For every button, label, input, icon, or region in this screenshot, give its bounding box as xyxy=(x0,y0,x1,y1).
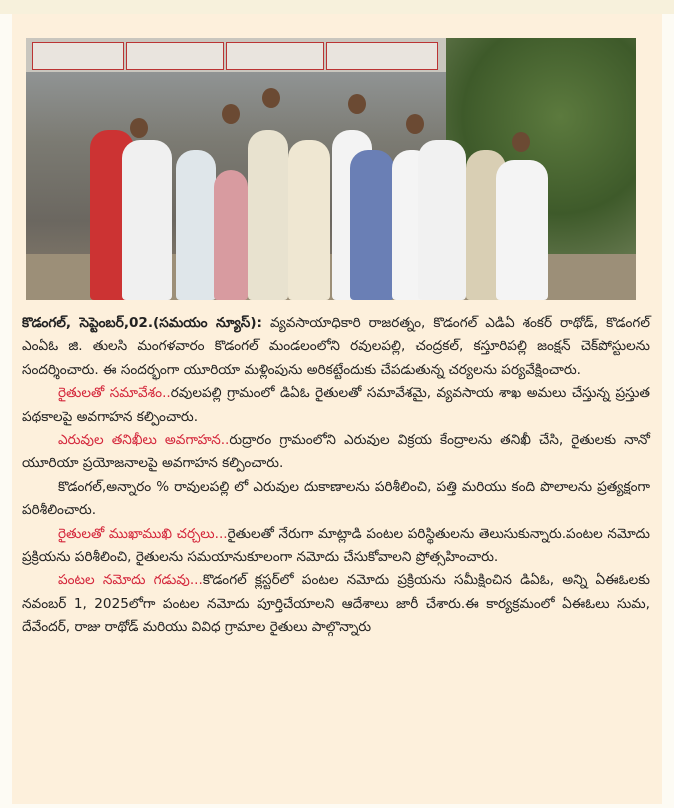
person-head xyxy=(262,88,280,108)
dateline: కొడంగల్, సెప్టెంబర్,02.(సమయం న్యూస్): xyxy=(22,315,262,331)
section-paragraph xyxy=(22,569,650,639)
person xyxy=(214,170,248,300)
section-text: కొడంగల్,అన్నారం % రావులపల్లి లో ఎరువుల దుకాణాలను పరిశీలించి, పత్తి మరియు కంది పొలాలను ప్రత్యక్షంగా పరిశీలించారు. xyxy=(22,478,650,519)
section-paragraph xyxy=(22,382,650,429)
person xyxy=(122,140,172,300)
shop-banner xyxy=(226,42,324,70)
section-text: రుద్రారం గ్రామంలోని ఎరువుల విక్రయ కేంద్రాలను తనిఖీ చేసి, రైతులకు నానో యూరియా ప్రయోజనాలపై అవగాహన కల్పించారు. xyxy=(22,432,650,472)
section-heading: ఎరువుల తనిఖీలు అవగాహన.. xyxy=(58,432,230,449)
section-text: కొడంగల్ క్లస్టర్‌లో పంటల నమోదు ప్రక్రియను సమీక్షించిన డిఏఓ, అన్ని ఏఈఓలకు నవంబర్ 1, 2025లోగా పంటల నమోదు పూర్తిచేయాలని ఆదేశాలు జారీ చేశారు.ఈ కార్యక్రమంలో ఏఈఓలు సుమ, దేవేందర్, రాజు రాథోడ్ మరియు వివిధ గ్రామాల రైతులు పాల్గొన్నారు xyxy=(22,572,651,636)
section-paragraph xyxy=(22,429,650,476)
person-head xyxy=(348,94,366,114)
shop-banner xyxy=(126,42,224,70)
top-band xyxy=(0,0,674,14)
shop-banner xyxy=(32,42,124,70)
person xyxy=(350,150,394,300)
person-head xyxy=(512,132,530,152)
section-text: రవులపల్లి గ్రామంలో డిఏఓ రైతులతో సమావేశమై, వ్యవసాయ శాఖ అమలు చేస్తున్న ప్రస్తుత పథకాలపై అవగాహన కల్పించారు. xyxy=(22,385,650,425)
person-head xyxy=(406,114,424,134)
section-heading: రైతులతో సమావేశం.. xyxy=(58,385,171,402)
person xyxy=(288,140,330,300)
person xyxy=(248,130,288,300)
section-heading: రైతులతో ముఖాముఖి చర్చలు... xyxy=(58,525,228,542)
person-head xyxy=(222,104,240,124)
news-photo xyxy=(26,38,636,300)
section-heading: పంటల నమోదు గడువు... xyxy=(58,572,203,589)
article-body xyxy=(22,312,650,640)
person xyxy=(418,140,466,300)
person xyxy=(176,150,216,300)
article-lead xyxy=(22,312,650,382)
section-text: రైతులతో నేరుగా మాట్లాడి పంటల పరిస్థితులను తెలుసుకున్నారు.పంటల నమోదు ప్రక్రియను పరిశీలించి, రైతులను సమయానుకూలంగా నమోదు చేసుకోవాలని ప్రోత్సహించారు. xyxy=(22,525,650,566)
shop-banner xyxy=(326,42,438,70)
person-head xyxy=(130,118,148,138)
person xyxy=(496,160,548,300)
lead-text: వ్యవసాయాధికారి రాజరత్నం, కొడంగల్ ఎడిఏ శంకర్ రాథోడ్, కొడంగల్ ఎంఏఓ జి. తులసి మంగళవారం కొడంగల్ మండలంలోని రవులపల్లి, చంద్రకల్, కస్తూరిపల్లి జంక్షన్ చెక్‌పోస్టులను సందర్శించారు. ఈ సందర్భంగా యూరియా మళ్లింపును అరికట్టేందుకు చేపడుతున్న చర్యలను పర్యవేక్షించారు. xyxy=(22,315,650,378)
section-paragraph xyxy=(22,476,650,523)
section-paragraph xyxy=(22,523,650,570)
